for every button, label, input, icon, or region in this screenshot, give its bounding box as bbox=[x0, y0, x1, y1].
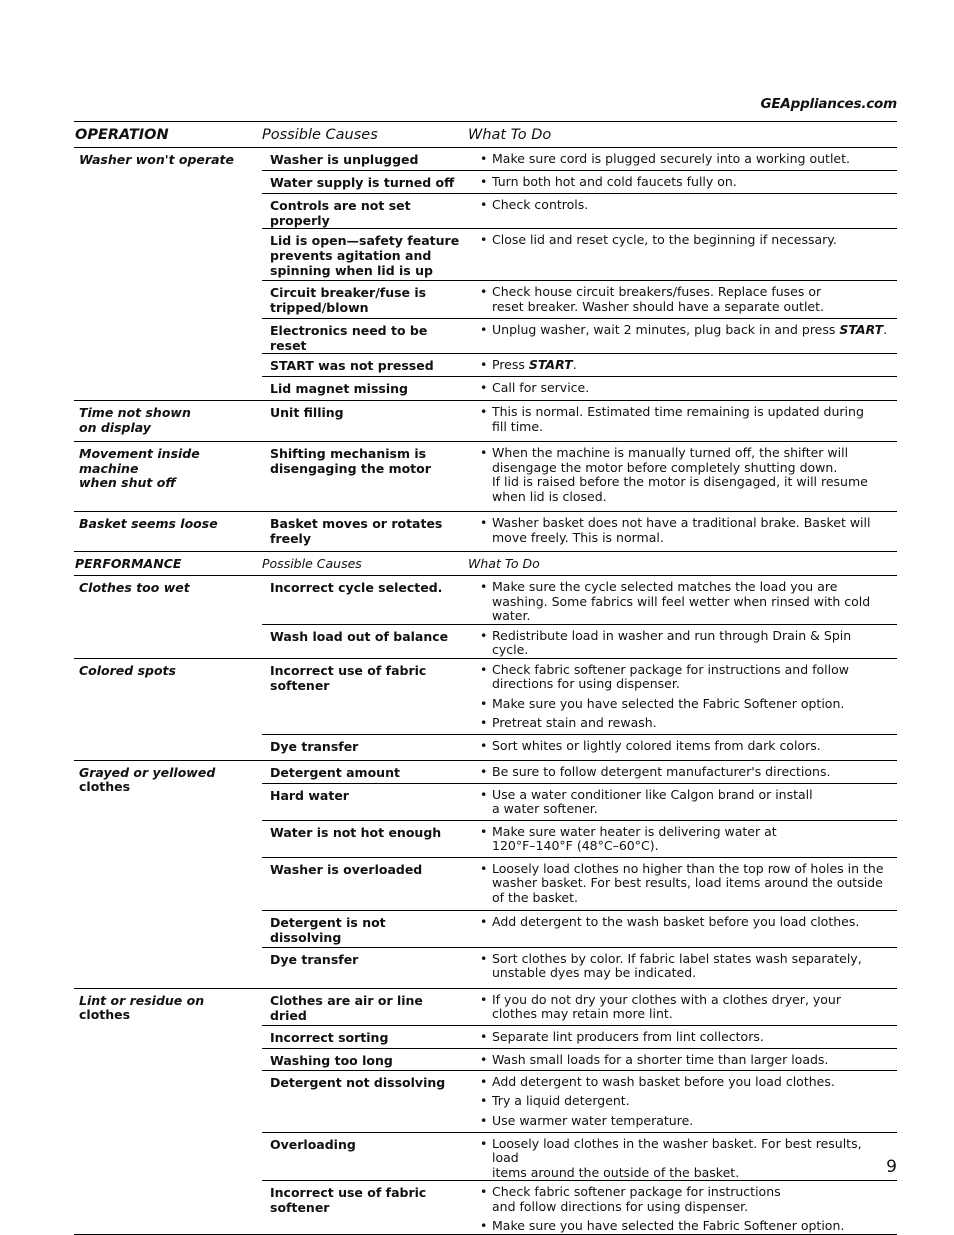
remedy-item bbox=[480, 1094, 891, 1109]
remedy-text: Add detergent to the wash basket before you load clothes. bbox=[492, 913, 860, 929]
possible-cause: Electronics need to be reset bbox=[270, 323, 428, 353]
bullet-icon: • bbox=[480, 950, 488, 966]
header-performance: PERFORMANCE bbox=[75, 556, 182, 571]
problem-group bbox=[74, 659, 897, 761]
what-to-do bbox=[468, 911, 897, 947]
possible-cause: Clothes are air or line dried bbox=[270, 992, 423, 1023]
table-row bbox=[262, 442, 897, 511]
table-row bbox=[262, 512, 897, 551]
header-operation: OPERATION bbox=[75, 126, 169, 143]
possible-cause: Lid is open—safety feature prevents agitation and spinning when lid is up bbox=[270, 233, 460, 278]
remedy-item bbox=[480, 381, 891, 396]
table-row bbox=[262, 1071, 897, 1133]
what-to-do bbox=[468, 821, 897, 857]
remedy-text: Make sure you have selected the Fabric Softener option. bbox=[492, 695, 845, 711]
what-to-do bbox=[468, 735, 897, 760]
remedy-item bbox=[480, 1114, 891, 1129]
page-number: 9 bbox=[886, 1157, 897, 1177]
remedy-text: Make sure water heater is delivering water at 120°F–140°F (48°C–60°C). bbox=[492, 823, 777, 853]
possible-cause: Incorrect sorting bbox=[270, 1029, 389, 1045]
table-row bbox=[262, 948, 897, 988]
remedy-text: Make sure you have selected the Fabric Softener option. bbox=[492, 1218, 845, 1233]
remedy-item bbox=[480, 285, 891, 314]
problem-group bbox=[74, 761, 897, 989]
possible-cause: Dye transfer bbox=[270, 951, 359, 967]
remedy-text: Make sure cord is plugged securely into a working outlet. bbox=[492, 151, 850, 166]
remedy-item bbox=[480, 1053, 891, 1068]
remedy-item bbox=[480, 629, 891, 658]
what-to-do bbox=[468, 858, 897, 910]
what-to-do bbox=[468, 1071, 897, 1132]
remedy-item bbox=[480, 716, 891, 731]
table-row bbox=[262, 148, 897, 171]
remedy-item bbox=[480, 1030, 891, 1045]
possible-cause: Detergent amount bbox=[270, 764, 400, 780]
table-row bbox=[262, 625, 897, 658]
remedy-text: This is normal. Estimated time remaining is updated during fill time. bbox=[492, 404, 864, 434]
possible-cause: Circuit breaker/fuse is tripped/blown bbox=[270, 285, 427, 315]
bullet-icon: • bbox=[480, 1218, 488, 1233]
problem-label: Clothes too wet bbox=[79, 580, 190, 595]
bullet-icon: • bbox=[480, 232, 488, 247]
bullet-icon: • bbox=[480, 695, 488, 711]
remedy-text: Unplug washer, wait 2 minutes, plug back in and press START. bbox=[492, 322, 888, 337]
bullet-icon: • bbox=[480, 786, 488, 802]
remedy-item bbox=[480, 952, 891, 981]
problem-label: Washer won't operate bbox=[79, 152, 234, 167]
possible-cause: Hard water bbox=[270, 787, 349, 803]
possible-cause: Dye transfer bbox=[270, 738, 359, 754]
table-row bbox=[262, 281, 897, 319]
header-possible-causes: Possible Causes bbox=[262, 556, 362, 571]
possible-cause: Water supply is turned off bbox=[270, 175, 455, 190]
remedy-text: Use a water conditioner like Calgon brand or install a water softener. bbox=[492, 786, 813, 816]
header-what-to-do: What To Do bbox=[468, 126, 552, 143]
bullet-icon: • bbox=[480, 515, 488, 530]
what-to-do bbox=[468, 625, 897, 658]
bullet-icon: • bbox=[480, 823, 488, 839]
remedy-item bbox=[480, 915, 891, 930]
remedy-item bbox=[480, 323, 891, 338]
possible-cause: START was not pressed bbox=[270, 358, 434, 373]
remedy-text: Loosely load clothes in the washer basket. For best results, load items around the outside of the basket. bbox=[492, 1135, 862, 1180]
bullet-icon: • bbox=[480, 1028, 488, 1044]
table-row bbox=[262, 1181, 897, 1234]
problem-group bbox=[74, 401, 897, 442]
remedy-text: Press START. bbox=[492, 357, 577, 372]
problem-label: Time not shown on display bbox=[79, 405, 191, 435]
table-row bbox=[262, 821, 897, 858]
table-row bbox=[262, 858, 897, 911]
bullet-icon: • bbox=[480, 380, 488, 395]
remedy-item bbox=[480, 788, 891, 817]
table-row bbox=[262, 761, 897, 784]
bullet-icon: • bbox=[480, 627, 488, 643]
bullet-icon: • bbox=[480, 357, 488, 372]
table-row bbox=[262, 1026, 897, 1049]
table-row bbox=[262, 735, 897, 760]
possible-cause: Shifting mechanism is disengaging the motor bbox=[270, 446, 431, 476]
table-row bbox=[262, 194, 897, 229]
remedy-text: Washer basket does not have a traditional brake. Basket will move freely. This is normal. bbox=[492, 515, 871, 545]
remedy-text: When the machine is manually turned off, the shifter will disengage the motor before completely shutting down. If lid is raised before the motor is disengaged, it will resume when lid is closed. bbox=[492, 445, 868, 504]
remedy-text: Redistribute load in washer and run through Drain & Spin cycle. bbox=[492, 627, 852, 657]
problem-group bbox=[74, 148, 897, 401]
possible-cause: Washing too long bbox=[270, 1052, 393, 1068]
remedy-text: Pretreat stain and rewash. bbox=[492, 715, 657, 730]
remedy-item bbox=[480, 152, 891, 167]
remedy-item bbox=[480, 446, 891, 504]
what-to-do bbox=[468, 194, 897, 228]
table-row bbox=[262, 911, 897, 948]
what-to-do bbox=[468, 761, 897, 783]
header-what-to-do: What To Do bbox=[468, 556, 540, 571]
remedy-text: Be sure to follow detergent manufacturer's directions. bbox=[492, 763, 831, 779]
possible-cause: Lid magnet missing bbox=[270, 381, 408, 396]
remedy-item bbox=[480, 697, 891, 712]
remedy-item bbox=[480, 862, 891, 906]
what-to-do bbox=[468, 948, 897, 988]
bullet-icon: • bbox=[480, 661, 488, 677]
possible-cause: Washer is overloaded bbox=[270, 861, 423, 877]
remedy-item bbox=[480, 580, 891, 624]
what-to-do bbox=[468, 354, 897, 376]
possible-cause: Detergent is not dissolving bbox=[270, 914, 386, 945]
remedy-text: Sort clothes by color. If fabric label states wash separately, unstable dyes may be indicated. bbox=[492, 950, 862, 980]
remedy-item bbox=[480, 1219, 891, 1234]
what-to-do bbox=[468, 1026, 897, 1048]
header-possible-causes: Possible Causes bbox=[262, 126, 378, 143]
bullet-icon: • bbox=[480, 284, 488, 299]
what-to-do bbox=[468, 576, 897, 624]
remedy-text: Separate lint producers from lint collectors. bbox=[492, 1028, 764, 1044]
bullet-icon: • bbox=[480, 763, 488, 779]
bullet-icon: • bbox=[480, 737, 488, 753]
what-to-do bbox=[468, 319, 897, 353]
remedy-text: Check controls. bbox=[492, 197, 589, 212]
what-to-do bbox=[468, 1133, 897, 1181]
remedy-item bbox=[480, 175, 891, 190]
remedy-item bbox=[480, 233, 891, 248]
problem-group bbox=[74, 512, 897, 552]
table-row bbox=[262, 171, 897, 194]
remedy-text: Wash small loads for a shorter time than larger loads. bbox=[492, 1051, 829, 1067]
problem-label: Lint or residue on clothes bbox=[79, 992, 205, 1022]
table-row bbox=[262, 1049, 897, 1071]
what-to-do bbox=[468, 171, 897, 193]
bullet-icon: • bbox=[480, 715, 488, 730]
possible-cause: Incorrect cycle selected. bbox=[270, 580, 443, 595]
bullet-icon: • bbox=[480, 1184, 488, 1199]
remedy-item bbox=[480, 825, 891, 854]
remedy-text: Check fabric softener package for instructions and follow directions for using dispenser. bbox=[492, 1184, 781, 1214]
table-row bbox=[262, 659, 897, 735]
table-row bbox=[262, 1133, 897, 1182]
remedy-text: Sort whites or lightly colored items from dark colors. bbox=[492, 737, 821, 753]
remedy-item bbox=[480, 765, 891, 780]
remedy-text: Loosely load clothes no higher than the top row of holes in the washer basket. For best results, load items around the outside of the basket. bbox=[492, 860, 884, 905]
problem-label: Grayed or yellowed clothes bbox=[79, 764, 216, 794]
table-row bbox=[262, 319, 897, 354]
bullet-icon: • bbox=[480, 579, 488, 594]
possible-cause: Overloading bbox=[270, 1136, 356, 1152]
possible-cause: Incorrect use of fabric softener bbox=[270, 662, 427, 693]
bullet-icon: • bbox=[480, 174, 488, 189]
table-row bbox=[262, 354, 897, 377]
table-row bbox=[262, 377, 897, 400]
remedy-item bbox=[480, 1185, 891, 1214]
what-to-do bbox=[468, 229, 897, 280]
table-row bbox=[262, 576, 897, 625]
remedy-item bbox=[480, 198, 891, 213]
possible-cause: Controls are not set properly bbox=[270, 198, 411, 228]
remedy-item bbox=[480, 405, 891, 434]
bullet-icon: • bbox=[480, 322, 488, 337]
remedy-text: Try a liquid detergent. bbox=[492, 1093, 630, 1108]
remedy-text: Close lid and reset cycle, to the beginning if necessary. bbox=[492, 232, 837, 247]
table-row bbox=[262, 989, 897, 1026]
bullet-icon: • bbox=[480, 197, 488, 212]
bullet-icon: • bbox=[480, 1093, 488, 1108]
operation-header bbox=[74, 122, 897, 148]
operation-section bbox=[74, 148, 897, 552]
remedy-text: Make sure the cycle selected matches the load you are washing. Some fabrics will feel wetter when rinsed with cold water. bbox=[492, 579, 871, 623]
remedy-item bbox=[480, 516, 891, 545]
bullet-icon: • bbox=[480, 913, 488, 929]
what-to-do bbox=[468, 512, 897, 551]
performance-section bbox=[74, 576, 897, 1235]
troubleshooting-table bbox=[74, 121, 897, 1235]
bullet-icon: • bbox=[480, 151, 488, 166]
table-row bbox=[262, 229, 897, 281]
remedy-text: Check fabric softener package for instructions and follow directions for using dispenser. bbox=[492, 661, 849, 691]
bullet-icon: • bbox=[480, 991, 488, 1007]
remedy-item bbox=[480, 358, 891, 373]
remedy-text: Turn both hot and cold faucets fully on. bbox=[492, 174, 737, 189]
possible-cause: Unit filling bbox=[270, 405, 344, 420]
what-to-do bbox=[468, 659, 897, 734]
bullet-icon: • bbox=[480, 445, 488, 460]
problem-label: Colored spots bbox=[79, 662, 176, 678]
what-to-do bbox=[468, 784, 897, 820]
what-to-do bbox=[468, 148, 897, 170]
remedy-text: If you do not dry your clothes with a clothes dryer, your clothes may retain more lint. bbox=[492, 991, 841, 1021]
what-to-do bbox=[468, 401, 897, 441]
possible-cause: Incorrect use of fabric softener bbox=[270, 1185, 427, 1215]
remedy-item bbox=[480, 739, 891, 754]
problem-label: Basket seems loose bbox=[79, 516, 218, 531]
possible-cause: Basket moves or rotates freely bbox=[270, 516, 443, 546]
remedy-text: Add detergent to wash basket before you load clothes. bbox=[492, 1073, 835, 1089]
remedy-item bbox=[480, 663, 891, 692]
what-to-do bbox=[468, 1181, 897, 1234]
what-to-do bbox=[468, 989, 897, 1025]
remedy-item bbox=[480, 993, 891, 1022]
what-to-do bbox=[468, 1049, 897, 1070]
site-url: GEAppliances.com bbox=[760, 96, 897, 112]
table-row bbox=[262, 401, 897, 441]
remedy-text: Check house circuit breakers/fuses. Replace fuses or reset breaker. Washer should have a separate outlet. bbox=[492, 284, 824, 314]
problem-group bbox=[74, 576, 897, 659]
remedy-text: Call for service. bbox=[492, 380, 590, 395]
problem-group bbox=[74, 989, 897, 1235]
what-to-do bbox=[468, 377, 897, 400]
problem-label: Movement inside machine when shut off bbox=[79, 446, 200, 490]
possible-cause: Wash load out of balance bbox=[270, 628, 449, 644]
bullet-icon: • bbox=[480, 1073, 488, 1089]
what-to-do bbox=[468, 442, 897, 511]
bullet-icon: • bbox=[480, 1051, 488, 1067]
what-to-do bbox=[468, 281, 897, 318]
bullet-icon: • bbox=[480, 1135, 488, 1151]
possible-cause: Water is not hot enough bbox=[270, 824, 442, 840]
remedy-text: Use warmer water temperature. bbox=[492, 1112, 694, 1128]
table-row bbox=[262, 784, 897, 821]
possible-cause: Detergent not dissolving bbox=[270, 1074, 446, 1090]
remedy-item bbox=[480, 1137, 891, 1181]
performance-header bbox=[74, 552, 897, 576]
bullet-icon: • bbox=[480, 404, 488, 419]
problem-group bbox=[74, 442, 897, 512]
remedy-item bbox=[480, 1075, 891, 1090]
bullet-icon: • bbox=[480, 860, 488, 876]
bullet-icon: • bbox=[480, 1112, 488, 1128]
possible-cause: Washer is unplugged bbox=[270, 152, 419, 167]
